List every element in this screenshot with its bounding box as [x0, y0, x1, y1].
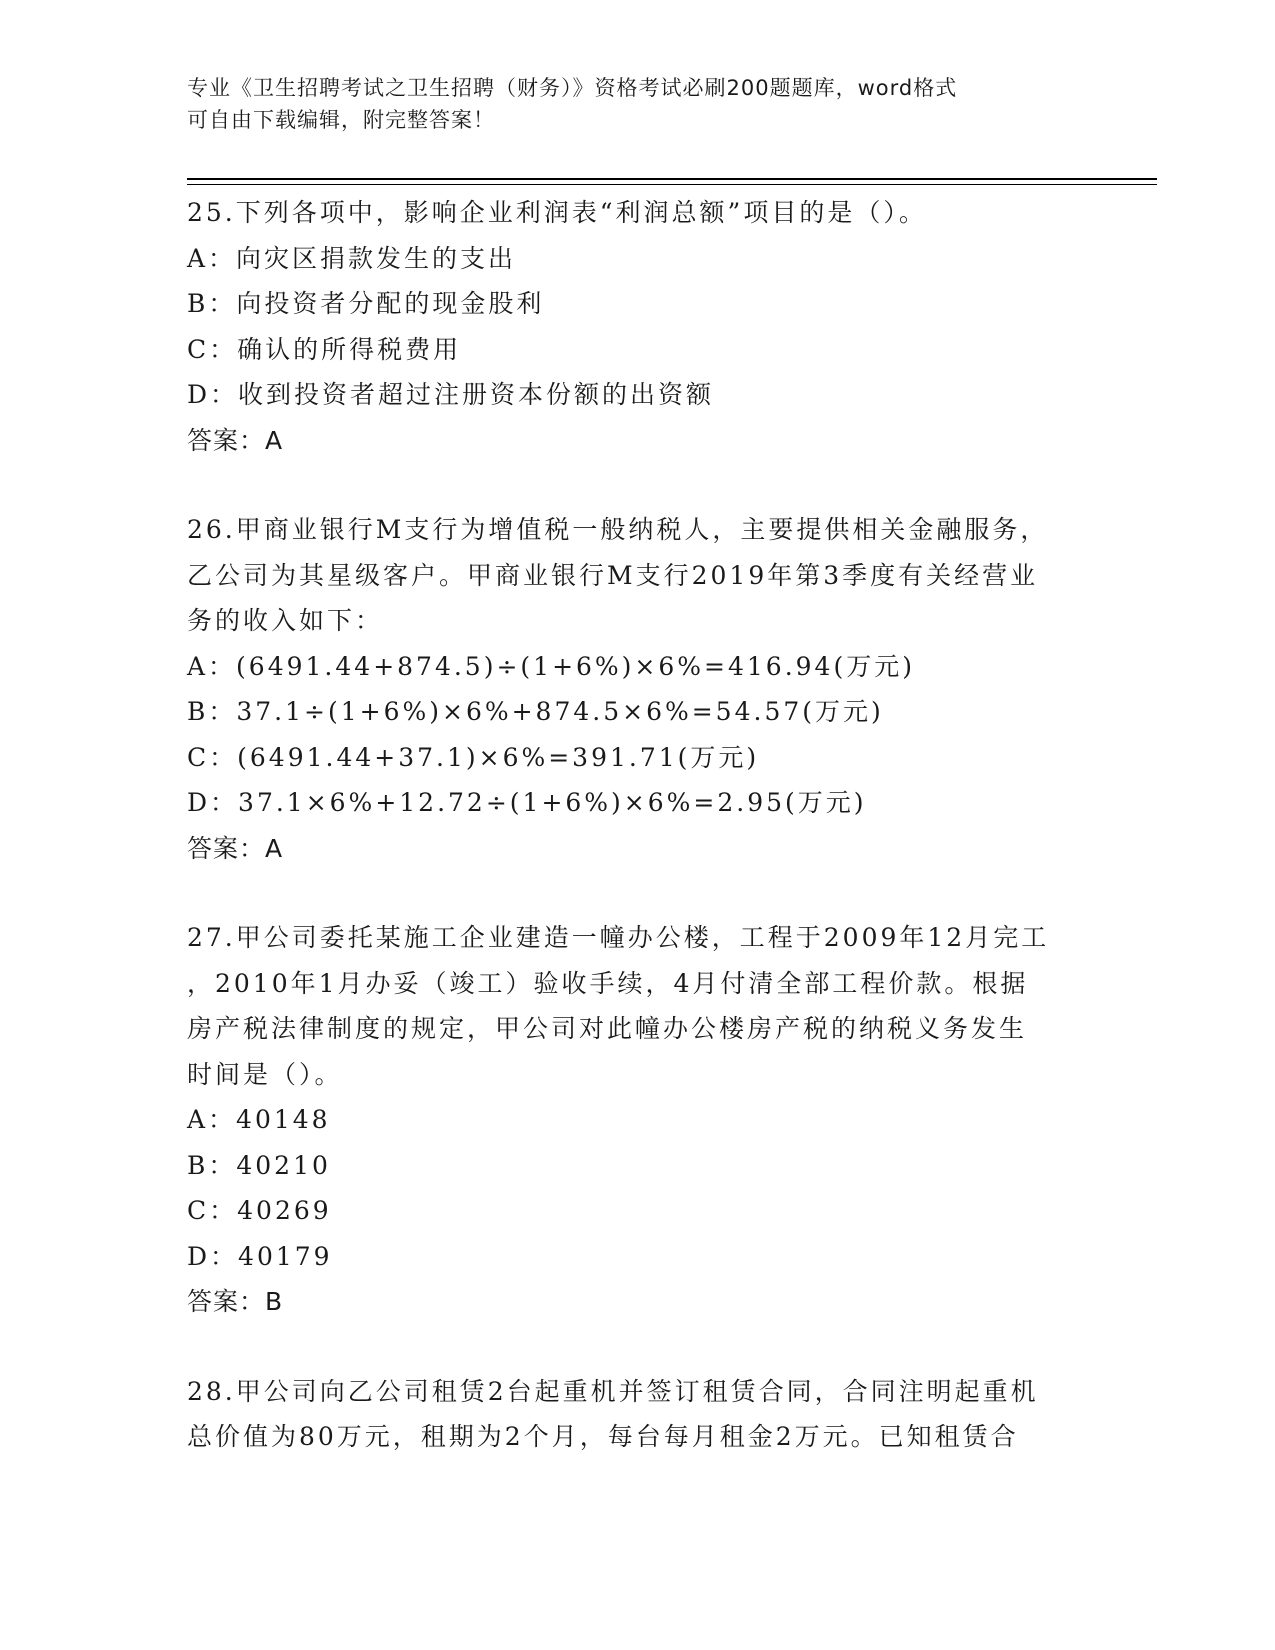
document-header: [187, 72, 1087, 136]
option-c: C：40269: [187, 1196, 332, 1225]
option-b: B：37.1÷(1+6%)×6%+874.5×6%=54.57(万元): [187, 697, 884, 726]
option-a: A：(6491.44+874.5)÷(1+6%)×6%=416.94(万元): [187, 651, 915, 681]
question-stem: 时间是（）。: [187, 1059, 343, 1089]
question-stem: 乙公司为其星级客户。甲商业银行M支行2019年第3季度有关经营业: [187, 560, 1039, 590]
option-c: C：(6491.44+37.1)×6%=391.71(万元): [187, 742, 760, 772]
option-d: D：收到投资者超过注册资本份额的出资额: [187, 380, 715, 409]
option-b: B：40210: [187, 1150, 331, 1180]
question-stem: 务的收入如下：: [187, 606, 384, 635]
header-line-1: 专业《卫生招聘考试之卫生招聘（财务）》资格考试必刷200题题库，word格式: [187, 76, 958, 100]
question-25: [187, 190, 1087, 463]
question-26: [187, 507, 1087, 871]
option-b: B：向投资者分配的现金股利: [187, 289, 545, 318]
answer-label: 答案：A: [187, 833, 284, 863]
header-divider-thin: [187, 184, 1157, 185]
question-stem: 25.下列各项中，影响企业利润表“利润总额”项目的是（）。: [187, 198, 927, 227]
question-stem: 房产税法律制度的规定，甲公司对此幢办公楼房产税的纳税义务发生: [187, 1014, 1028, 1043]
option-c: C：确认的所得税费用: [187, 334, 462, 364]
option-d: D：37.1×6%+12.72÷(1+6%)×6%=2.95(万元): [187, 788, 867, 817]
option-a: A：向灾区捐款发生的支出: [187, 243, 517, 273]
question-list: [187, 190, 1087, 1504]
question-stem: 总价值为80万元，租期为2个月，每台每月租金2万元。已知租赁合: [187, 1422, 1019, 1451]
option-d: D：40179: [187, 1241, 333, 1271]
header-divider-thick: [187, 178, 1157, 180]
question-stem: 27.甲公司委托某施工企业建造一幢办公楼，工程于2009年12月完工: [187, 923, 1050, 952]
question-28: [187, 1369, 1087, 1460]
answer-label: 答案：B: [187, 1287, 284, 1316]
question-27: [187, 915, 1087, 1325]
question-stem: 26.甲商业银行M支行为增值税一般纳税人，主要提供相关金融服务，: [187, 515, 1049, 544]
question-stem: 28.甲公司向乙公司租赁2台起重机并签订租赁合同，合同注明起重机: [187, 1376, 1039, 1406]
option-a: A：40148: [187, 1105, 331, 1134]
header-line-2: 可自由下载编辑，附完整答案！: [187, 108, 495, 132]
answer-label: 答案：A: [187, 425, 284, 455]
question-stem: ，2010年1月办妥（竣工）验收手续，4月付清全部工程价款。根据: [187, 968, 1029, 998]
